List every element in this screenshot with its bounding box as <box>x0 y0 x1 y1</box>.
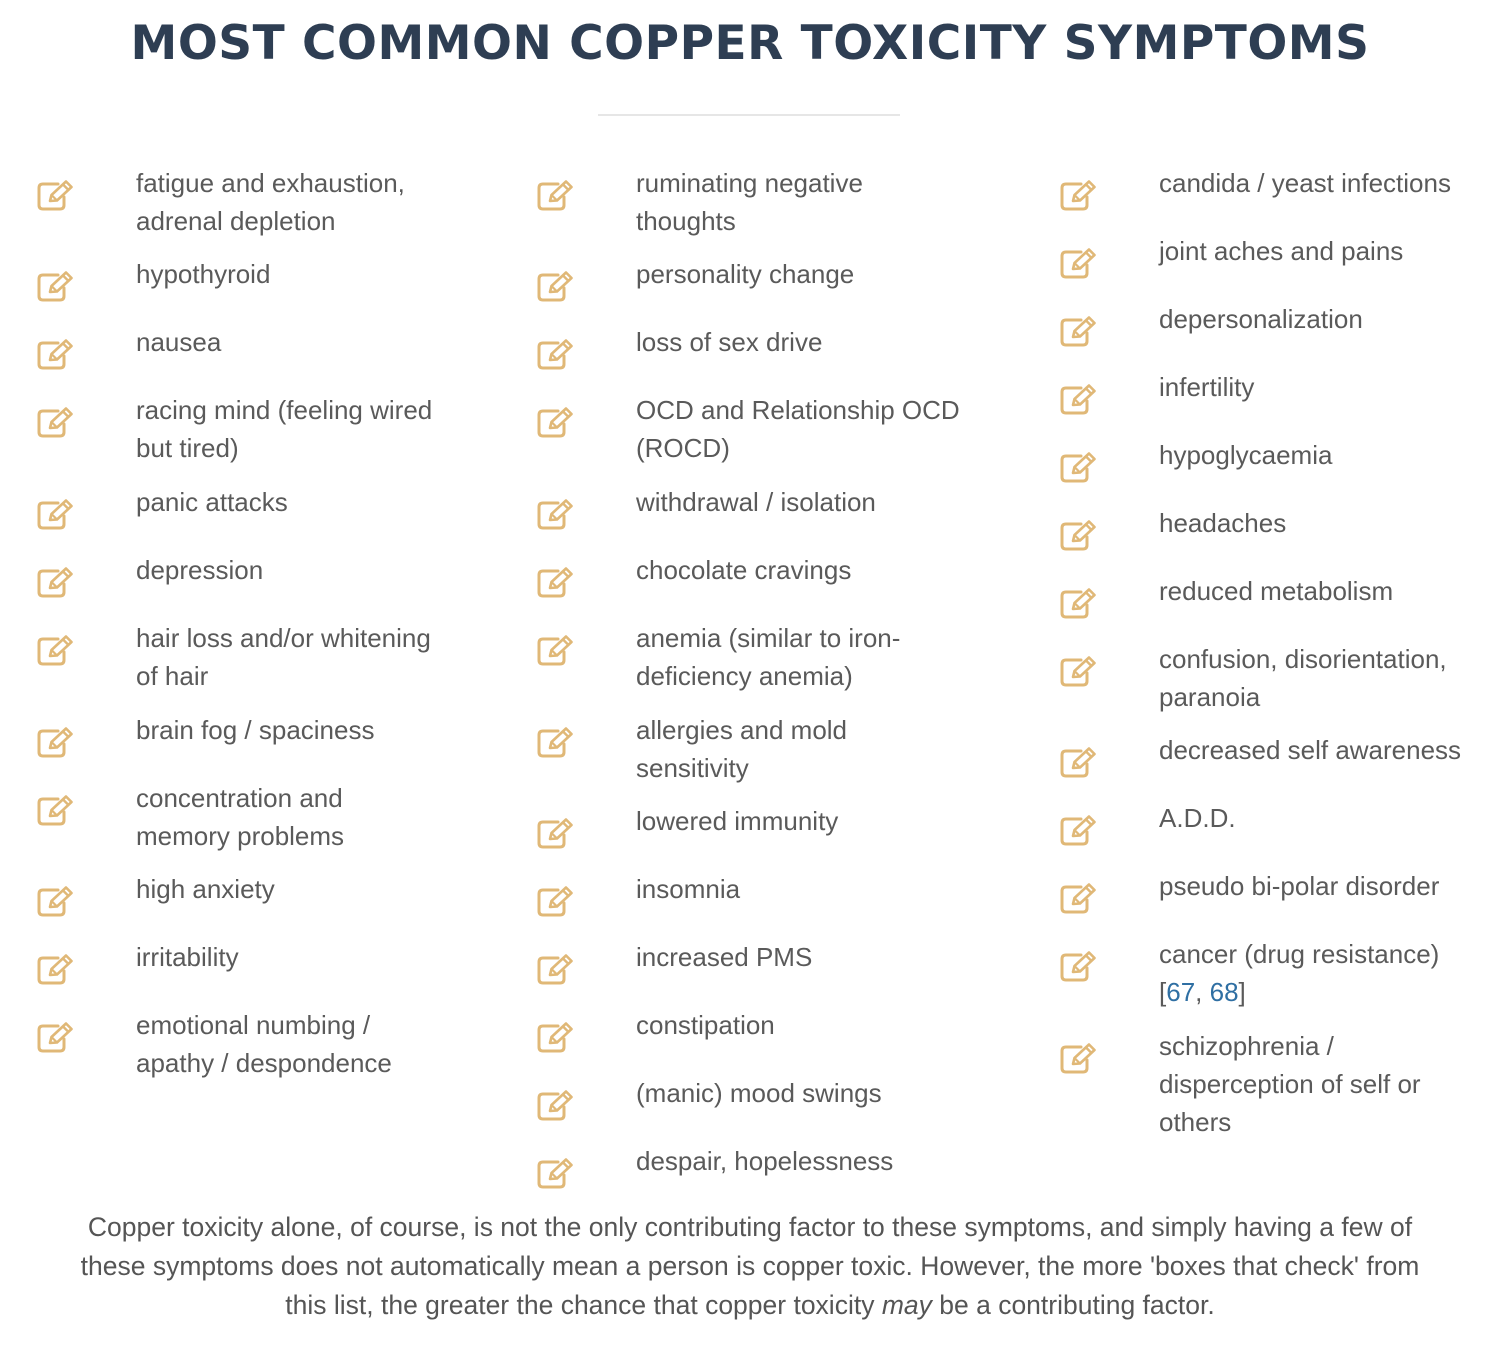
symptom-text-line: OCD and Relationship OCD <box>636 395 960 425</box>
edit-square-pencil-icon <box>1059 883 1097 915</box>
symptom-text-line: nausea <box>136 327 222 357</box>
symptom-text <box>636 938 812 976</box>
symptom-text-line: infertility <box>1159 372 1255 402</box>
edit-square-pencil-icon <box>36 727 74 759</box>
symptom-text-line: panic attacks <box>136 487 288 517</box>
symptom-text <box>1159 1027 1421 1141</box>
symptom-text-line: joint aches and pains <box>1159 236 1404 266</box>
edit-square-pencil-icon <box>536 886 574 918</box>
edit-square-pencil-icon <box>36 886 74 918</box>
footer-note <box>20 1208 1480 1325</box>
edit-square-pencil-icon <box>1059 316 1097 348</box>
symptom-text-line: headaches <box>1159 508 1287 538</box>
symptom-text <box>1159 572 1393 610</box>
symptom-text <box>636 255 854 293</box>
symptom-text-line: high anxiety <box>136 874 275 904</box>
symptom-text-line: (manic) mood swings <box>636 1078 882 1108</box>
symptom-text-line: personality change <box>636 259 855 289</box>
symptom-text-line: hypothyroid <box>136 259 271 289</box>
edit-square-pencil-icon <box>536 727 574 759</box>
symptom-text <box>136 255 270 293</box>
edit-square-pencil-icon <box>1059 656 1097 688</box>
symptom-text-line: (ROCD) <box>636 433 730 463</box>
edit-square-pencil-icon <box>36 795 74 827</box>
edit-square-pencil-icon <box>536 954 574 986</box>
edit-square-pencil-icon <box>36 567 74 599</box>
symptom-text-line: confusion, disorientation, <box>1159 644 1447 674</box>
symptom-text <box>636 711 847 787</box>
symptom-text-line: loss of sex drive <box>636 327 823 357</box>
citation-open-bracket: [ <box>1159 977 1167 1007</box>
edit-square-pencil-icon <box>1059 180 1097 212</box>
symptom-text-line: fatigue and exhaustion, <box>136 168 405 198</box>
symptom-text <box>1159 368 1254 406</box>
symptom-text <box>636 1006 775 1044</box>
symptom-text-line: anemia (similar to iron- <box>636 623 901 653</box>
symptom-text-line: deficiency anemia) <box>636 661 853 691</box>
page-title: MOST COMMON COPPER TOXICITY SYMPTOMS <box>130 16 1370 71</box>
symptom-text-line: reduced metabolism <box>1159 576 1394 606</box>
symptom-text-line: concentration and <box>136 783 343 813</box>
symptom-text-line: schizophrenia / <box>1159 1031 1334 1061</box>
edit-square-pencil-icon <box>1059 747 1097 779</box>
symptom-text-line: apathy / despondence <box>136 1048 392 1078</box>
symptom-text <box>1159 935 1439 1011</box>
title-divider <box>598 114 900 116</box>
symptom-text <box>636 164 863 240</box>
symptom-text <box>136 483 288 521</box>
symptom-text-line: others <box>1159 1107 1232 1137</box>
edit-square-pencil-icon <box>1059 452 1097 484</box>
edit-square-pencil-icon <box>536 499 574 531</box>
symptom-text <box>136 1006 392 1082</box>
symptom-text <box>636 1074 882 1112</box>
symptom-text-line: thoughts <box>636 206 736 236</box>
symptom-text <box>1159 504 1286 542</box>
symptom-text-line: brain fog / spaciness <box>136 715 375 745</box>
edit-square-pencil-icon <box>36 271 74 303</box>
footer-line-1: Copper toxicity alone, of course, is not the only contributing factor to these symptoms, and simply having a few of <box>87 1212 1413 1242</box>
symptom-text-line: chocolate cravings <box>636 555 852 585</box>
edit-square-pencil-icon <box>1059 951 1097 983</box>
symptom-text-line: racing mind (feeling wired <box>136 395 433 425</box>
edit-square-pencil-icon <box>536 271 574 303</box>
edit-square-pencil-icon <box>36 180 74 212</box>
edit-square-pencil-icon <box>36 1022 74 1054</box>
symptom-text-line: lowered immunity <box>636 806 839 836</box>
citation-link-68[interactable]: 68 <box>1209 977 1239 1007</box>
edit-square-pencil-icon <box>1059 815 1097 847</box>
edit-square-pencil-icon <box>36 499 74 531</box>
symptom-text <box>136 391 432 467</box>
symptom-text <box>636 619 900 695</box>
symptom-text <box>1159 640 1447 716</box>
symptom-text-line: emotional numbing / <box>136 1010 371 1040</box>
edit-square-pencil-icon <box>36 339 74 371</box>
citation-close-bracket: ] <box>1238 977 1246 1007</box>
symptom-text-line: depersonalization <box>1159 304 1363 334</box>
edit-square-pencil-icon <box>1059 384 1097 416</box>
symptom-text <box>636 1142 893 1180</box>
symptom-text-line: constipation <box>636 1010 775 1040</box>
edit-square-pencil-icon <box>536 180 574 212</box>
edit-square-pencil-icon <box>536 1022 574 1054</box>
edit-square-pencil-icon <box>1059 248 1097 280</box>
symptom-text <box>1159 799 1236 837</box>
symptom-text <box>636 551 851 589</box>
citation-separator: , <box>1195 977 1210 1007</box>
symptom-text <box>136 870 275 908</box>
symptom-text-line: paranoia <box>1159 682 1261 712</box>
symptom-text <box>636 802 838 840</box>
citation-link-67[interactable]: 67 <box>1166 977 1196 1007</box>
symptom-text <box>1159 867 1439 905</box>
symptom-text <box>636 870 740 908</box>
footer-line-3-end: be a contributing factor. <box>931 1290 1215 1320</box>
symptom-text-line: candida / yeast infections <box>1159 168 1451 198</box>
symptom-text-line: disperception of self or <box>1159 1069 1421 1099</box>
footer-emphasis: may <box>881 1290 932 1320</box>
symptom-text-line: of hair <box>136 661 209 691</box>
symptom-text-line: but tired) <box>136 433 239 463</box>
edit-square-pencil-icon <box>536 407 574 439</box>
symptom-text <box>136 164 405 240</box>
edit-square-pencil-icon <box>536 1158 574 1190</box>
symptom-text-line: memory problems <box>136 821 345 851</box>
symptom-text <box>1159 232 1403 270</box>
symptom-text <box>136 323 221 361</box>
footer-line-3: this list, the greater the chance that copper toxicity <box>285 1290 882 1320</box>
symptom-text-line: cancer (drug resistance) <box>1159 939 1440 969</box>
symptom-text <box>136 711 374 749</box>
symptom-text <box>136 938 239 976</box>
symptom-text <box>136 619 431 695</box>
symptom-text-line: decreased self awareness <box>1159 735 1462 765</box>
symptom-text <box>636 483 876 521</box>
symptom-text-line: adrenal depletion <box>136 206 336 236</box>
symptom-text-line: sensitivity <box>636 753 749 783</box>
symptom-text <box>1159 731 1461 769</box>
edit-square-pencil-icon <box>36 954 74 986</box>
symptom-text <box>636 323 822 361</box>
edit-square-pencil-icon <box>536 567 574 599</box>
edit-square-pencil-icon <box>1059 1043 1097 1075</box>
symptom-text <box>136 551 263 589</box>
symptom-text-line: hair loss and/or whitening <box>136 623 431 653</box>
symptom-text-line: depression <box>136 555 264 585</box>
symptom-text-line: ruminating negative <box>636 168 863 198</box>
edit-square-pencil-icon <box>1059 520 1097 552</box>
symptom-text-line: increased PMS <box>636 942 813 972</box>
symptom-text-line: hypoglycaemia <box>1159 440 1333 470</box>
symptom-text-line: pseudo bi-polar disorder <box>1159 871 1440 901</box>
symptom-text-line: despair, hopelessness <box>636 1146 894 1176</box>
edit-square-pencil-icon <box>536 818 574 850</box>
symptom-text <box>1159 164 1451 202</box>
edit-square-pencil-icon <box>536 339 574 371</box>
symptom-text-line: withdrawal / isolation <box>636 487 876 517</box>
symptom-text-line: insomnia <box>636 874 741 904</box>
edit-square-pencil-icon <box>536 1090 574 1122</box>
edit-square-pencil-icon <box>36 407 74 439</box>
symptom-text <box>1159 300 1363 338</box>
symptom-text <box>136 779 344 855</box>
symptom-text-line: irritability <box>136 942 239 972</box>
symptom-text-line: allergies and mold <box>636 715 848 745</box>
footer-line-2: these symptoms does not automatically mean a person is copper toxic. However, the more 'boxes that check' from <box>80 1251 1420 1281</box>
edit-square-pencil-icon <box>36 635 74 667</box>
edit-square-pencil-icon <box>1059 588 1097 620</box>
symptom-text <box>1159 436 1332 474</box>
symptom-text-line: A.D.D. <box>1159 803 1236 833</box>
edit-square-pencil-icon <box>536 635 574 667</box>
symptom-text <box>636 391 960 467</box>
